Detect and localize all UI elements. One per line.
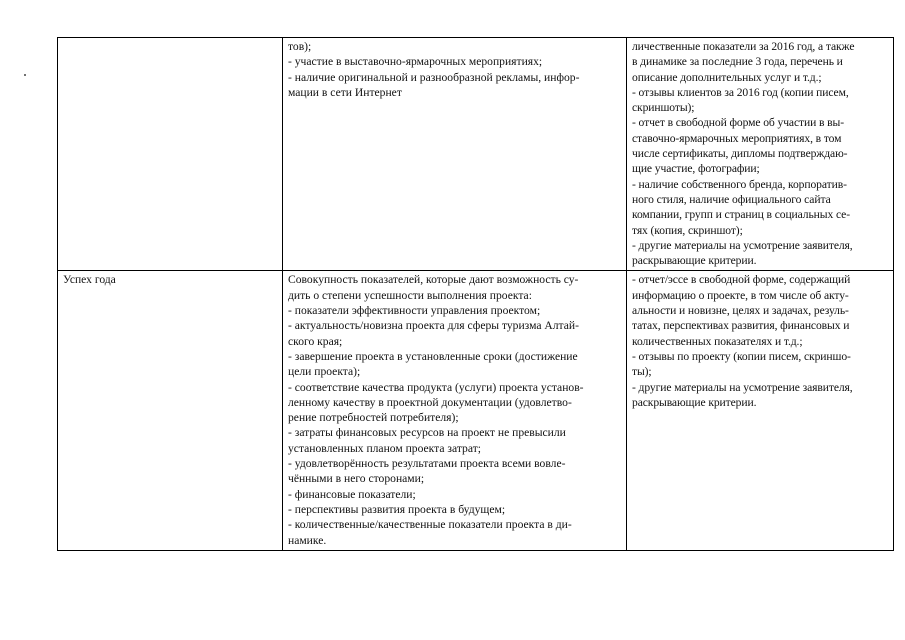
criteria-cell: [283, 38, 627, 271]
documents-line: татах, перспективах развития, финансовых и: [632, 319, 850, 333]
criteria-line: - соответствие качества продукта (услуги) проекта установ-: [288, 380, 584, 394]
criteria-line: ского края;: [288, 334, 343, 348]
criteria-line: Совокупность показателей, которые дают возможность су-: [288, 273, 579, 287]
criteria-line: - показатели эффективности управления проектом;: [288, 304, 541, 318]
criteria-cell: [283, 271, 627, 550]
criteria-line: мации в сети Интернет: [288, 85, 402, 99]
documents-cell: [627, 271, 894, 550]
criteria-line: чёнными в него сторонами;: [288, 472, 425, 486]
criteria-line: - финансовые показатели;: [288, 487, 416, 501]
criteria-line: - актуальность/новизна проекта для сферы туризма Алтай-: [288, 319, 579, 333]
criteria-line: рение потребностей потребителя);: [288, 411, 459, 425]
table-row: [58, 271, 894, 550]
documents-line: щие участие, фотографии;: [632, 162, 760, 176]
criteria-line: цели проекта);: [288, 365, 361, 379]
documents-line: раскрывающие критерии.: [632, 254, 757, 268]
documents-line: тях (копия, скриншот);: [632, 223, 743, 237]
documents-line: личественные показатели за 2016 год, а также: [632, 40, 855, 53]
criteria-line: - удовлетворённость результатами проекта всеми вовле-: [288, 457, 566, 471]
documents-line: раскрывающие критерии.: [632, 395, 757, 409]
nomination-criteria-table: [57, 37, 894, 551]
documents-cell: [627, 38, 894, 271]
nomination-cell: [58, 271, 283, 550]
documents-line: - отзывы по проекту (копии писем, скриншо-: [632, 349, 851, 363]
scan-speck: [24, 74, 26, 76]
nomination-cell: [58, 38, 283, 271]
documents-line: - другие материалы на усмотрение заявителя,: [632, 238, 853, 252]
documents-line: - отчет в свободной форме об участии в вы-: [632, 116, 844, 130]
documents-line: количественных показателях и т.д.;: [632, 334, 803, 348]
documents-line: ного стиля, наличие официального сайта: [632, 192, 831, 206]
documents-line: альности и новизне, целях и задачах, резуль-: [632, 304, 849, 318]
documents-line: - другие материалы на усмотрение заявителя,: [632, 380, 853, 394]
documents-line: ставочно-ярмарочных мероприятиях, в том: [632, 131, 842, 145]
documents-line: числе сертификаты, дипломы подтверждаю-: [632, 147, 848, 161]
documents-line: скриншоты);: [632, 101, 695, 115]
documents-line: компании, групп и страниц в социальных се-: [632, 208, 850, 222]
documents-line: - наличие собственного бренда, корпоратив-: [632, 177, 847, 191]
criteria-line: установленных планом проекта затрат;: [288, 441, 481, 455]
criteria-line: - наличие оригинальной и разнообразной рекламы, инфор-: [288, 70, 580, 84]
table-row: [58, 38, 894, 271]
criteria-line: дить о степени успешности выполнения проекта:: [288, 288, 532, 302]
criteria-line: намике.: [288, 533, 327, 547]
documents-line: описание дополнительных услуг и т.д.;: [632, 70, 822, 84]
criteria-line: - перспективы развития проекта в будущем;: [288, 502, 506, 516]
criteria-line: - затраты финансовых ресурсов на проект не превысили: [288, 426, 566, 440]
documents-line: ты);: [632, 365, 652, 379]
nomination-name: Успех года: [63, 273, 116, 287]
criteria-line: ленному качеству в проектной документации (удовлетво-: [288, 395, 572, 409]
criteria-line: - завершение проекта в установленные сроки (достижение: [288, 349, 578, 363]
criteria-line: тов);: [288, 40, 312, 53]
documents-line: - отзывы клиентов за 2016 год (копии писем,: [632, 85, 849, 99]
documents-line: информацию о проекте, в том числе об акту-: [632, 288, 849, 302]
documents-line: - отчет/эссе в свободной форме, содержащий: [632, 273, 851, 287]
documents-line: в динамике за последние 3 года, перечень и: [632, 55, 843, 69]
criteria-line: - количественные/качественные показатели проекта в ди-: [288, 518, 572, 532]
criteria-line: - участие в выставочно-ярмарочных мероприятиях;: [288, 55, 543, 69]
